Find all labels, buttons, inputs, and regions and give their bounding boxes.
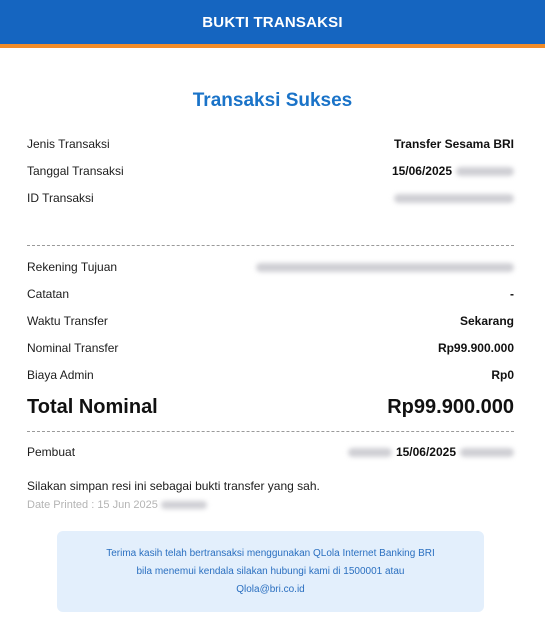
transfer-row-biaya-admin bbox=[27, 366, 514, 384]
transfer-label: Biaya Admin bbox=[27, 368, 94, 382]
detail-value-group bbox=[392, 164, 514, 178]
redacted-time bbox=[460, 448, 514, 457]
detail-value: Transfer Sesama BRI bbox=[393, 137, 514, 151]
info-text bbox=[106, 545, 435, 599]
transfer-value: Sekarang bbox=[459, 314, 514, 328]
transfer-row-nominal-transfer bbox=[27, 339, 514, 357]
info-line: Terima kasih telah bertransaksi menggunakan QLola Internet Banking BRI bbox=[106, 547, 435, 559]
divider bbox=[27, 431, 514, 432]
receipt-note: Silakan simpan resi ini sebagai bukti transfer yang sah. bbox=[27, 479, 320, 493]
transfer-label: Rekening Tujuan bbox=[27, 260, 118, 274]
transfer-row-catatan bbox=[27, 285, 514, 303]
header-title: BUKTI TRANSAKSI bbox=[202, 13, 343, 31]
redacted-time bbox=[161, 501, 207, 509]
creator-date: 15/06/2025 bbox=[395, 445, 456, 459]
transfer-label: Waktu Transfer bbox=[27, 314, 108, 328]
info-email-link[interactable]: Qlola@bri.co.id bbox=[236, 583, 305, 595]
detail-label: Tanggal Transaksi bbox=[27, 164, 124, 178]
divider bbox=[27, 245, 514, 246]
transfer-row-rekening-tujuan bbox=[27, 258, 514, 276]
detail-label: Jenis Transaksi bbox=[27, 137, 110, 151]
date-printed-text: Date Printed : 15 Jun 2025 bbox=[27, 499, 158, 511]
total-value: Rp99.900.000 bbox=[387, 395, 514, 418]
date-printed bbox=[27, 499, 207, 511]
transfer-label: Nominal Transfer bbox=[27, 341, 119, 355]
total-row bbox=[27, 394, 514, 420]
total-label: Total Nominal bbox=[27, 395, 158, 418]
transfer-value: - bbox=[510, 287, 514, 301]
detail-row-id-transaksi bbox=[27, 189, 514, 207]
creator-label: Pembuat bbox=[27, 445, 76, 459]
detail-row-jenis-transaksi bbox=[27, 135, 514, 153]
detail-label: ID Transaksi bbox=[27, 191, 94, 205]
transfer-value: Rp0 bbox=[491, 368, 514, 382]
info-box bbox=[57, 531, 484, 612]
redacted-creator bbox=[348, 448, 392, 457]
redacted-account bbox=[256, 263, 514, 272]
transfer-value: Rp99.900.000 bbox=[437, 341, 514, 355]
status-title: Transaksi Sukses bbox=[192, 90, 353, 111]
detail-value: 15/06/2025 bbox=[391, 164, 452, 178]
header-bar bbox=[0, 0, 545, 48]
detail-row-tanggal-transaksi bbox=[27, 162, 514, 180]
creator-value-group bbox=[348, 445, 514, 459]
redacted-id bbox=[394, 194, 514, 203]
info-line: bila menemui kendala silakan hubungi kami di 1500001 atau bbox=[136, 565, 405, 577]
transfer-row-waktu-transfer bbox=[27, 312, 514, 330]
redacted-time bbox=[456, 167, 514, 176]
creator-row bbox=[27, 443, 514, 461]
transfer-label: Catatan bbox=[27, 287, 70, 301]
